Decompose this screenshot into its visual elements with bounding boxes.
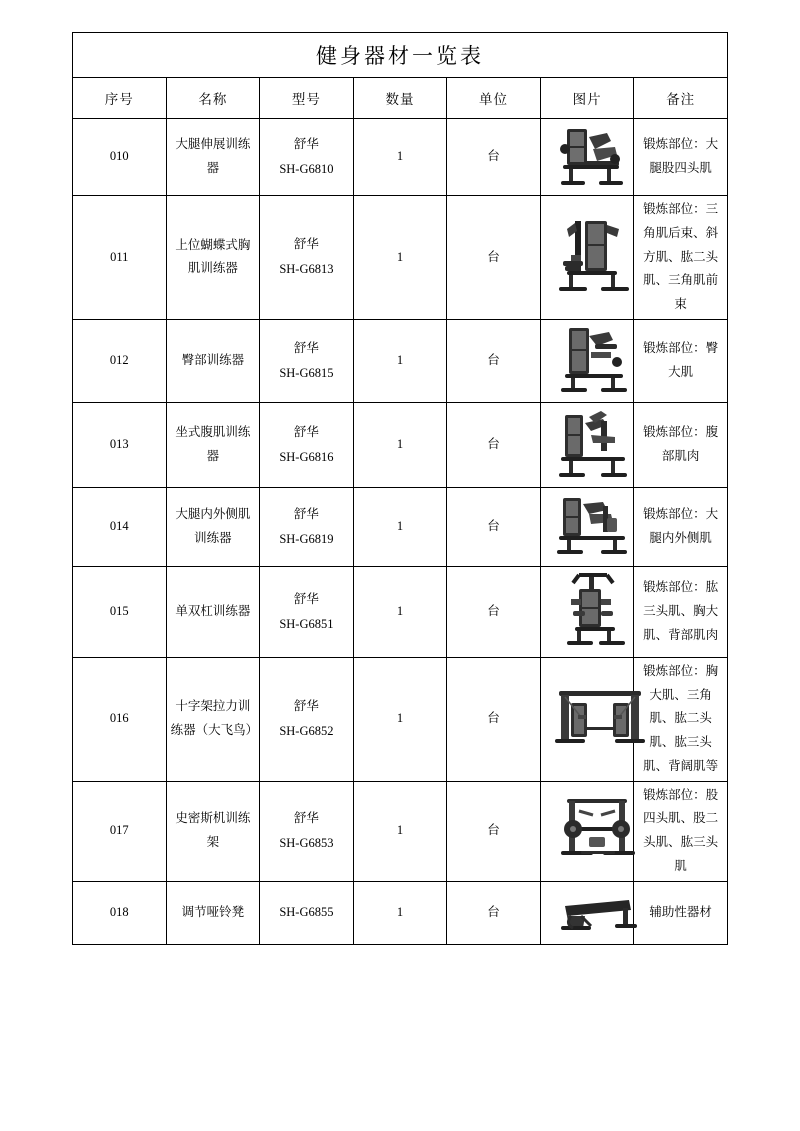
column-header-model: 型号: [260, 78, 354, 119]
cell-model: [260, 881, 354, 944]
leg-extension-machine-image: [540, 119, 634, 196]
equipment-table: [72, 32, 728, 945]
cell-unit: 台: [447, 487, 541, 566]
table-row: [73, 566, 728, 657]
cell-model-code: SH-G6853: [279, 836, 334, 850]
cell-model-code: SH-G6810: [279, 162, 334, 176]
cell-no: 017: [73, 781, 167, 881]
cell-qty: 1: [353, 566, 447, 657]
cell-remark: 辅助性器材: [634, 881, 728, 944]
smith-machine-image: [540, 781, 634, 881]
table-row: [73, 196, 728, 320]
cell-model: [260, 566, 354, 657]
table-row: [73, 319, 728, 402]
cell-qty: 1: [353, 781, 447, 881]
column-header-remark: 备注: [634, 78, 728, 119]
cell-no: 016: [73, 657, 167, 781]
cell-model-code: SH-G6815: [279, 365, 334, 380]
title-row: [73, 33, 728, 78]
cell-unit: 台: [447, 119, 541, 196]
cell-brand: 舒华: [293, 340, 319, 355]
cell-no: 015: [73, 566, 167, 657]
cell-name: 上位蝴蝶式胸肌训练器: [166, 196, 260, 320]
cell-model-code: SH-G6819: [279, 531, 334, 546]
hip-adductor-abductor-machine-image: [540, 487, 634, 566]
cell-model-code: SH-G6813: [279, 262, 334, 277]
cell-name: 坐式腹肌训练器: [166, 402, 260, 487]
page-title: 健身器材一览表: [73, 33, 728, 78]
cell-brand: 舒华: [293, 591, 319, 606]
cell-qty: 1: [353, 881, 447, 944]
cell-model-code: SH-G6816: [279, 449, 334, 464]
table-row: [73, 119, 728, 196]
cell-brand: 舒华: [293, 424, 319, 439]
glute-machine-icon: [545, 322, 641, 400]
cell-qty: 1: [353, 119, 447, 196]
dip-chin-assist-machine-icon: [545, 569, 641, 655]
cell-name: 大腿伸展训练器: [166, 119, 260, 196]
rear-delt-pec-fly-machine-icon: [545, 215, 641, 299]
cell-qty: 1: [353, 196, 447, 320]
cell-model: [260, 319, 354, 402]
cell-remark: 锻炼部位：肱三头肌、胸大肌、背部肌肉: [634, 566, 728, 657]
cell-model: [260, 402, 354, 487]
cell-brand: 舒华: [293, 137, 319, 151]
cell-unit: 台: [447, 196, 541, 320]
cell-name: 单双杠训练器: [166, 566, 260, 657]
cell-qty: 1: [353, 319, 447, 402]
cell-name: 史密斯机训练架: [166, 781, 260, 881]
hip-adductor-abductor-machine-icon: [545, 490, 641, 564]
cell-brand: 舒华: [293, 811, 319, 825]
cell-unit: 台: [447, 781, 541, 881]
cell-remark: 锻炼部位：腹部肌肉: [634, 402, 728, 487]
cell-qty: 1: [353, 657, 447, 781]
cell-model-code: SH-G6855: [279, 905, 334, 919]
leg-extension-machine-icon: [545, 121, 641, 193]
cell-name: 大腿内外侧肌训练器: [166, 487, 260, 566]
cell-remark: 锻炼部位：臀大肌: [634, 319, 728, 402]
cell-unit: 台: [447, 319, 541, 402]
cell-brand: 舒华: [293, 506, 319, 521]
column-header-no: 序号: [73, 78, 167, 119]
cell-model: [260, 781, 354, 881]
cell-brand: 舒华: [293, 237, 319, 252]
cell-remark: 锻炼部位：胸大肌、三角肌、肱二头肌、肱三头肌、背阔肌等: [634, 657, 728, 781]
cell-remark: 锻炼部位：三角肌后束、斜方肌、肱二头肌、三角肌前束: [634, 196, 728, 320]
cell-remark: 锻炼部位：大腿内外侧肌: [634, 487, 728, 566]
cell-name: 调节哑铃凳: [166, 881, 260, 944]
table-row: [73, 487, 728, 566]
seated-abdominal-machine-image: [540, 402, 634, 487]
cell-name: 十字架拉力训练器（大飞鸟）: [166, 657, 260, 781]
cell-remark: 锻炼部位：股四头肌、股二头肌、肱三头肌: [634, 781, 728, 881]
seated-abdominal-machine-icon: [545, 405, 641, 485]
table-row: [73, 881, 728, 944]
cell-no: 012: [73, 319, 167, 402]
glute-machine-image: [540, 319, 634, 402]
cell-unit: 台: [447, 402, 541, 487]
cell-qty: 1: [353, 487, 447, 566]
cell-unit: 台: [447, 881, 541, 944]
column-header-name: 名称: [166, 78, 260, 119]
cell-no: 011: [73, 196, 167, 320]
cell-no: 013: [73, 402, 167, 487]
cell-qty: 1: [353, 402, 447, 487]
cell-remark: 锻炼部位：大腿股四头肌: [634, 119, 728, 196]
cell-unit: 台: [447, 566, 541, 657]
column-header-unit: 单位: [447, 78, 541, 119]
cell-model: [260, 119, 354, 196]
table-row: [73, 781, 728, 881]
rear-delt-pec-fly-machine-image: [540, 196, 634, 320]
cable-crossover-machine-image: [540, 657, 634, 781]
column-header-image: 图片: [540, 78, 634, 119]
cell-model-code: SH-G6852: [279, 724, 334, 739]
cell-model: [260, 196, 354, 320]
cell-model: [260, 487, 354, 566]
cell-no: 018: [73, 881, 167, 944]
cell-no: 014: [73, 487, 167, 566]
table-row: [73, 402, 728, 487]
cell-model-code: SH-G6851: [279, 616, 334, 631]
cell-brand: 舒华: [293, 699, 319, 714]
cell-unit: 台: [447, 657, 541, 781]
cell-model: [260, 657, 354, 781]
dip-chin-assist-machine-image: [540, 566, 634, 657]
cell-name: 臀部训练器: [166, 319, 260, 402]
adjustable-dumbbell-bench-image: [540, 881, 634, 944]
table-row: [73, 657, 728, 781]
table-header-row: [73, 78, 728, 119]
column-header-qty: 数量: [353, 78, 447, 119]
cell-no: 010: [73, 119, 167, 196]
